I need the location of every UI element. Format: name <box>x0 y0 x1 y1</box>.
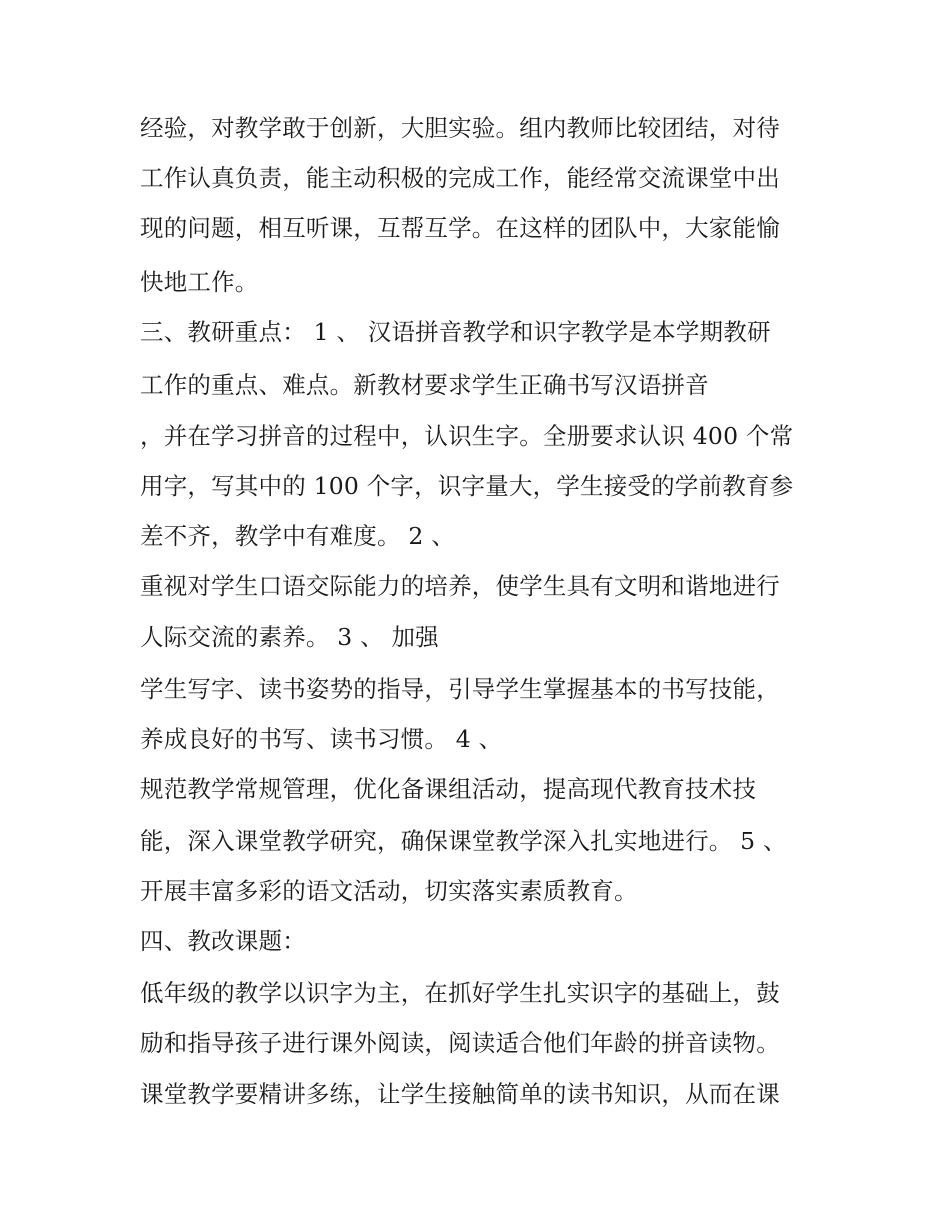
text-line: 重视对学生口语交际能力的培养，使学生具有文明和谐地进行 <box>140 572 780 600</box>
text-line: 三、教研重点： 1 、 汉语拼音教学和识字教学是本学期教研 <box>140 318 771 346</box>
text-line: 课堂教学要精讲多练，让学生接触简单的读书知识，从而在课 <box>140 1080 780 1108</box>
text-line: 差不齐，教学中有难度。 2 、 <box>140 522 455 550</box>
text-line: 现的问题，相互听课，互帮互学。在这样的团队中，大家能愉 <box>140 214 780 242</box>
text-line: 人际交流的素养。 3 、 加强 <box>140 623 439 651</box>
text-line: 经验，对教学敢于创新，大胆实验。组内教师比较团结，对待 <box>140 114 780 142</box>
text-line: 励和指导孩子进行课外阅读，阅读适合他们年龄的拼音读物。 <box>140 1029 780 1057</box>
text-line: 低年级的教学以识字为主，在抓好学生扎实识字的基础上，鼓 <box>140 979 780 1007</box>
text-line: 工作认真负责，能主动积极的完成工作，能经常交流课堂中出 <box>140 164 780 192</box>
text-line: 能，深入课堂教学研究，确保课堂教学深入扎实地进行。 5 、 <box>140 827 787 855</box>
text-line: 养成良好的书写、读书习惯。 4 、 <box>140 725 503 753</box>
text-line: 学生写字、读书姿势的指导，引导学生掌握基本的书写技能， <box>140 675 780 703</box>
text-line: 工作的重点、难点。新教材要求学生正确书写汉语拼音 <box>140 371 709 399</box>
text-line: 规范教学常规管理，优化备课组活动，提高现代教育技术技 <box>140 775 757 803</box>
text-line: ，并在学习拼音的过程中，认识生字。全册要求认识 400 个常 <box>140 422 794 450</box>
text-line: 快地工作。 <box>140 268 259 296</box>
text-line: 用字，写其中的 100 个字，识字量大，学生接受的学前教育参 <box>140 472 794 500</box>
text-line: 开展丰富多彩的语文活动，切实落实素质教育。 <box>140 877 638 905</box>
text-line: 四、教改课题： <box>140 927 306 955</box>
